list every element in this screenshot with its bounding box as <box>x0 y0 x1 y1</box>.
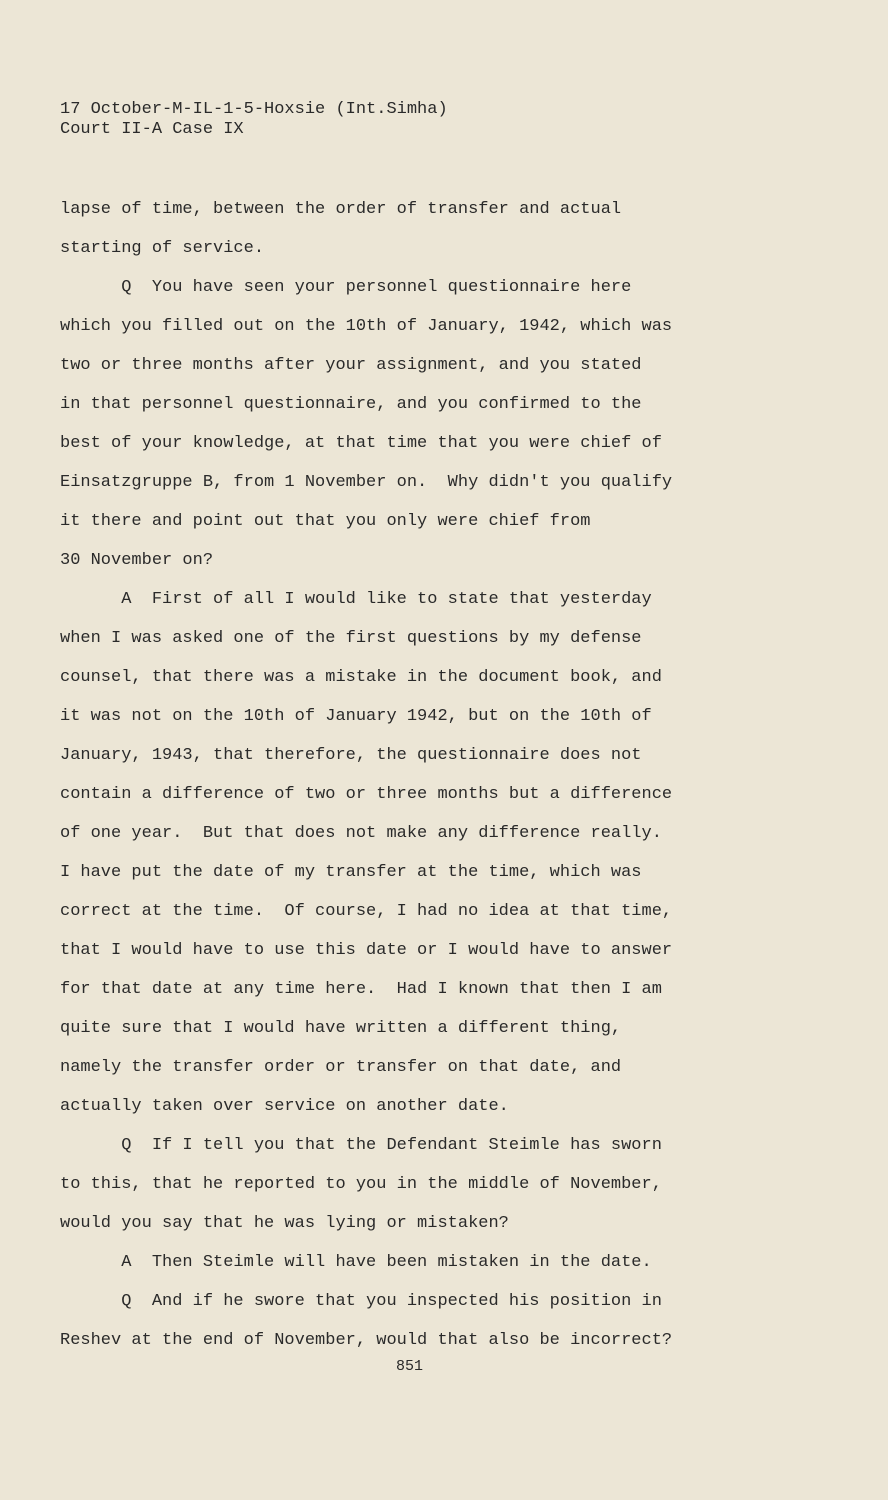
text-line: A First of all I would like to state that yesterday <box>60 590 652 609</box>
text-line: which you filled out on the 10th of January, 1942, which was <box>60 317 673 336</box>
text-line: starting of service. <box>60 239 265 258</box>
page-header <box>60 100 448 140</box>
text-line: Q And if he swore that you inspected his position in <box>60 1292 662 1311</box>
header-line-1: 17 October-M-IL-1-5-Hoxsie (Int.Simha) <box>60 100 448 119</box>
text-line: in that personnel questionnaire, and you confirmed to the <box>60 395 642 414</box>
text-line: quite sure that I would have written a different thing, <box>60 1019 622 1038</box>
text-line: A Then Steimle will have been mistaken in the date. <box>60 1253 652 1272</box>
text-line: would you say that he was lying or mistaken? <box>60 1214 509 1233</box>
text-line: Einsatzgruppe B, from 1 November on. Why didn't you qualify <box>60 473 673 492</box>
text-line: it there and point out that you only were chief from <box>60 512 591 531</box>
text-line: contain a difference of two or three months but a difference <box>60 785 673 804</box>
text-line: 30 November on? <box>60 551 214 570</box>
text-line: correct at the time. Of course, I had no idea at that time, <box>60 902 673 921</box>
text-line: I have put the date of my transfer at the time, which was <box>60 863 642 882</box>
text-line: counsel, that there was a mistake in the document book, and <box>60 668 662 687</box>
text-line: it was not on the 10th of January 1942, but on the 10th of <box>60 707 652 726</box>
text-line: of one year. But that does not make any difference really. <box>60 824 662 843</box>
text-line: January, 1943, that therefore, the questionnaire does not <box>60 746 642 765</box>
page-number: 851 <box>396 1358 424 1375</box>
text-line: Q You have seen your personnel questionnaire here <box>60 278 632 297</box>
text-line: two or three months after your assignment, and you stated <box>60 356 642 375</box>
text-line: best of your knowledge, at that time that you were chief of <box>60 434 662 453</box>
text-line: lapse of time, between the order of transfer and actual <box>60 200 622 219</box>
text-line: for that date at any time here. Had I known that then I am <box>60 980 662 999</box>
text-line: Q If I tell you that the Defendant Steimle has sworn <box>60 1136 662 1155</box>
text-line: when I was asked one of the first questions by my defense <box>60 629 642 648</box>
text-line: Reshev at the end of November, would that also be incorrect? <box>60 1331 673 1350</box>
transcript-body <box>60 196 780 1366</box>
text-line: namely the transfer order or transfer on that date, and <box>60 1058 622 1077</box>
text-line: that I would have to use this date or I would have to answer <box>60 941 673 960</box>
text-line: actually taken over service on another date. <box>60 1097 509 1116</box>
header-line-2: Court II-A Case IX <box>60 120 244 139</box>
text-line: to this, that he reported to you in the middle of November, <box>60 1175 662 1194</box>
